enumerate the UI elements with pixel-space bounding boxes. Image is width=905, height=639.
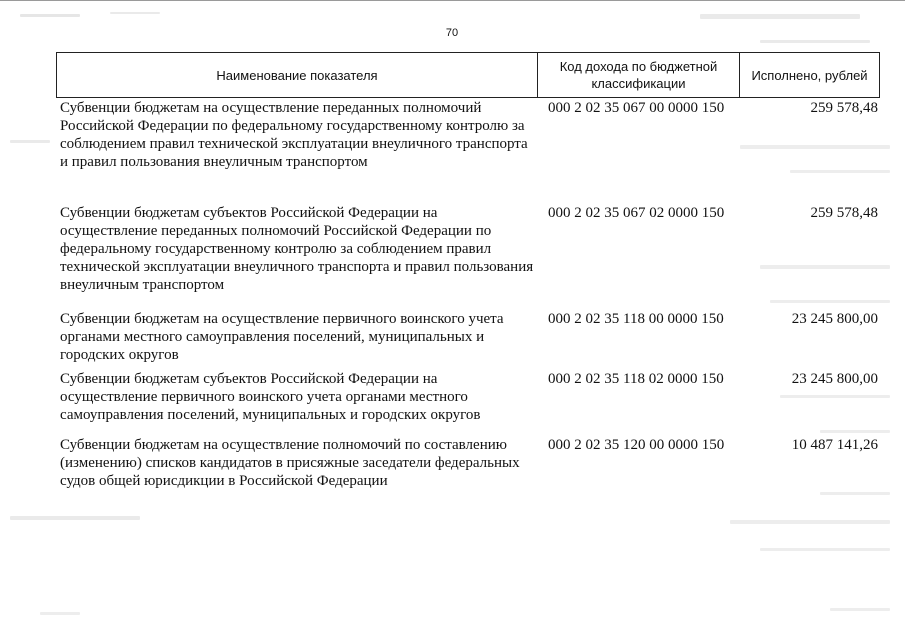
scan-speck [830,608,890,611]
row-executed: 10 487 141,26 [791,437,878,453]
scan-speck [780,395,890,398]
page-number: 70 [445,27,459,39]
scan-speck [740,145,890,149]
row-name: Субвенции бюджетам на осуществление переданных полномочий Российской Федерации по федеральному государственному контролю за соблюдением правил технической эксплуатации внеуличного транспорта и правил пользования внеуличным транспортом [60,100,528,170]
row-code: 000 2 02 35 067 00 0000 150 [548,100,725,116]
scan-speck [700,14,860,19]
row-code: 000 2 02 35 118 00 0000 150 [548,311,724,327]
row-executed: 23 245 800,00 [791,311,878,327]
row-name: Субвенции бюджетам субъектов Российской Федерации на осуществление переданных полномочий Российской Федерации по федеральному государственному контролю за соблюдением правил технической эксплуатации внеуличного транспорта и правил пользования внеуличным транспортом [60,205,534,293]
row-code: 000 2 02 35 118 02 0000 150 [548,371,724,387]
scan-speck [110,12,160,14]
scan-speck [820,492,890,495]
scan-speck [10,140,50,143]
scan-speck [820,430,890,433]
column-header-code: Код дохода по бюджетной классификации [538,53,740,97]
scan-speck [760,265,890,269]
page-top-edge [0,0,905,1]
row-name: Субвенции бюджетам на осуществление первичного воинского учета органами местного самоуправления поселений, муниципальных и городских округов [60,311,504,363]
row-code: 000 2 02 35 120 00 0000 150 [548,437,725,453]
scan-speck [770,300,890,303]
scan-speck [730,520,890,524]
table-header [56,52,880,98]
row-executed: 259 578,48 [810,100,878,116]
scan-speck [40,612,80,615]
scan-speck [790,170,890,173]
scan-speck [760,548,890,551]
row-executed: 259 578,48 [810,205,878,221]
row-executed: 23 245 800,00 [791,371,878,387]
row-name: Субвенции бюджетам субъектов Российской Федерации на осуществление первичного воинского учета органами местного самоуправления поселений, муниципальных и городских округов [60,371,481,423]
scan-speck [10,516,140,520]
column-header-executed: Исполнено, рублей [751,67,868,83]
row-name: Субвенции бюджетам на осуществление полномочий по составлению (изменению) списков кандидатов в присяжные заседатели федеральных судов общей юрисдикции в Российской Федерации [60,437,520,489]
scan-speck [760,40,870,43]
scan-speck [20,14,80,17]
column-header-name: Наименование показателя [57,53,538,97]
row-code: 000 2 02 35 067 02 0000 150 [548,205,725,221]
